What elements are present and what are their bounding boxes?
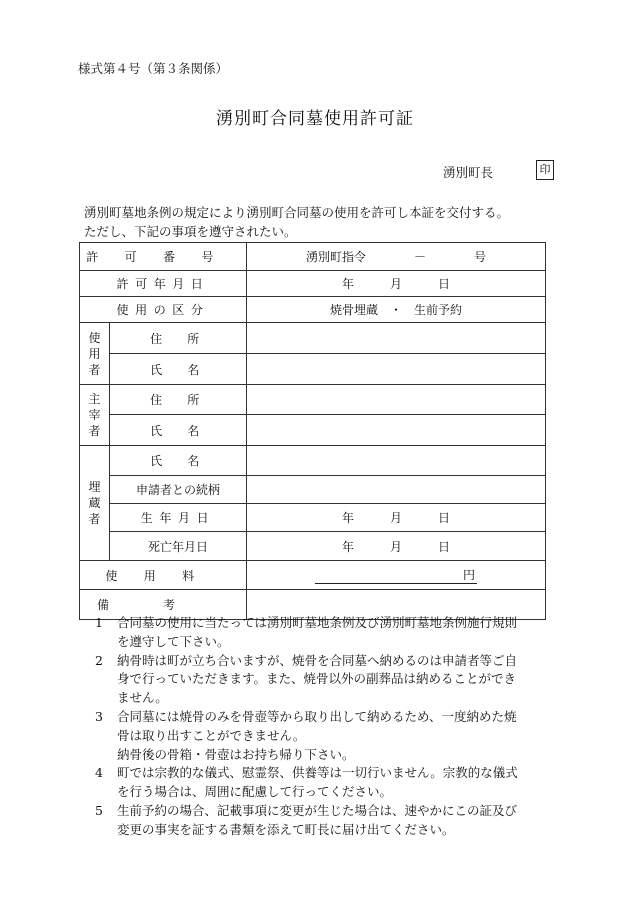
birth-date-label: 生年月日: [110, 504, 247, 532]
category-label: 使用の区分: [80, 297, 247, 323]
user-group-label: 使 用 者: [80, 323, 110, 385]
page-title: 湧別町合同墓使用許可証: [216, 109, 414, 129]
permit-table: [79, 242, 546, 620]
table-row: [80, 446, 546, 476]
burial-name-value: [247, 446, 546, 476]
birth-date-value: 年 月 日: [247, 504, 546, 532]
chief-name-label: 氏 名: [110, 415, 247, 446]
table-row: [80, 354, 546, 385]
fee-label: 使用料: [80, 561, 247, 590]
intro-line: 湧別町墓地条例の規定により湧別町合同墓の使用を許可し本証を交付する。: [84, 205, 510, 220]
list-item: 1 合同墓の使用に当たっては湧別町墓地条例及び湧別町墓地条例施行規則 を遵守して下さい。: [95, 615, 518, 649]
table-row: [80, 271, 546, 297]
form-number: 様式第４号（第３条関係）: [78, 61, 229, 76]
chief-address-label: 住 所: [110, 385, 247, 415]
user-name-value: [247, 354, 546, 385]
permit-number-value: 湧別町指令 － 号: [247, 243, 546, 271]
user-name-label: 氏 名: [110, 354, 247, 385]
list-item: 5 生前予約の場合、記載事項に変更が生じた場合は、速やかにこの証及び 変更の事実を証する書類を添えて町長に届け出てください。: [95, 802, 518, 837]
list-item: 2 納骨時は町が立ち合いますが、焼骨を合同墓へ納めるのは申請者等ご自 身で行っていただきます。また、焼骨以外の副葬品は納めることができ ません。: [95, 652, 518, 706]
relation-value: [247, 476, 546, 504]
table-row: [80, 297, 546, 323]
permit-date-value: 年 月 日: [247, 271, 546, 297]
notes-list: [95, 614, 555, 840]
burial-group-label: 埋 蔵 者: [80, 446, 110, 561]
intro-line: ただし、下記の事項を遵守されたい。: [84, 224, 297, 239]
table-row: [80, 561, 546, 590]
chief-mourner-group-label: 主 宰 者: [80, 385, 110, 446]
table-row: [80, 323, 546, 354]
issuer-label: 湧別町長: [443, 165, 494, 180]
fee-unit: 円: [315, 566, 477, 584]
user-address-label: 住 所: [110, 323, 247, 354]
list-item: 4 町では宗教的な儀式、慰霊祭、供養等は一切行いません。宗教的な儀式 を行う場合は、周囲に配慮して行ってください。: [95, 765, 518, 800]
permit-date-label: 許可年月日: [80, 271, 247, 297]
permit-number-label: 許可番号: [80, 243, 247, 271]
table-row: [80, 385, 546, 415]
category-value: 焼骨埋蔵 ・ 生前予約: [247, 297, 546, 323]
remarks-label: 備考: [80, 590, 247, 620]
table-row: [80, 532, 546, 561]
seal-mark: 印: [536, 160, 554, 180]
fee-value: [247, 561, 546, 590]
table-row: [80, 504, 546, 532]
burial-name-label: 氏 名: [110, 446, 247, 476]
relation-label: 申請者との続柄: [110, 476, 247, 504]
death-date-label: 死亡年月日: [110, 532, 247, 561]
table-row: [80, 476, 546, 504]
user-address-value: [247, 323, 546, 354]
table-row: [80, 415, 546, 446]
table-row: [80, 243, 546, 271]
chief-name-value: [247, 415, 546, 446]
list-item: 3 合同墓には焼骨のみを骨壺等から取り出して納めるため、一度納めた焼 骨は取り出すことができません。 納骨後の骨箱・骨壺はお持ち帰り下さい。: [95, 708, 517, 762]
death-date-value: 年 月 日: [247, 532, 546, 561]
chief-address-value: [247, 385, 546, 415]
intro-text: [84, 203, 509, 241]
